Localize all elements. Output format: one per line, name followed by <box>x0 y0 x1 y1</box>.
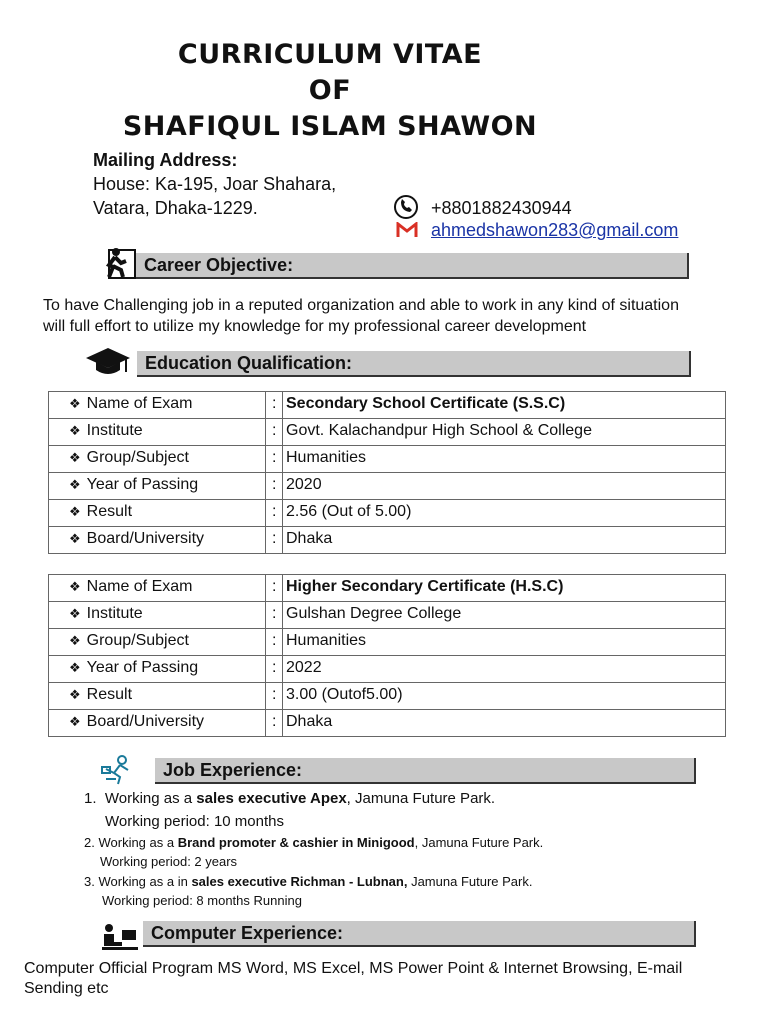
job-item-1 <box>84 788 495 832</box>
diamond-bullet-icon: ❖ <box>69 477 81 492</box>
job-number: 1. <box>84 790 97 807</box>
job-text: Working as a <box>104 790 197 807</box>
job-period: Working period: 10 months <box>105 813 284 830</box>
row-label: Group/Subject <box>86 449 189 466</box>
colon: : <box>266 500 283 527</box>
phone-icon <box>393 194 419 220</box>
colon: : <box>266 656 283 683</box>
row-value: 2.56 (Out of 5.00) <box>283 500 726 527</box>
graduation-cap-icon <box>84 346 132 378</box>
row-value: Humanities <box>283 629 726 656</box>
colon: : <box>266 602 283 629</box>
table-row <box>49 656 726 683</box>
row-value: Gulshan Degree College <box>283 602 726 629</box>
row-value: 3.00 (Outof5.00) <box>283 683 726 710</box>
table-row <box>49 575 726 602</box>
row-value: 2020 <box>283 473 726 500</box>
diamond-bullet-icon: ❖ <box>69 579 81 594</box>
colon: : <box>266 446 283 473</box>
table-row <box>49 419 726 446</box>
row-value: Govt. Kalachandpur High School & College <box>283 419 726 446</box>
education-heading: Education Qualification: <box>137 351 691 377</box>
table-row <box>49 683 726 710</box>
diamond-bullet-icon: ❖ <box>69 504 81 519</box>
row-value: Higher Secondary Certificate (H.S.C) <box>283 575 726 602</box>
colon: : <box>266 710 283 737</box>
row-label: Year of Passing <box>86 476 199 493</box>
table-row <box>49 500 726 527</box>
colon: : <box>266 419 283 446</box>
row-label: Board/University <box>86 530 205 547</box>
job-place: , Jamuna Future Park. <box>414 835 544 850</box>
diamond-bullet-icon: ❖ <box>69 660 81 675</box>
row-label: Group/Subject <box>86 632 189 649</box>
row-label: Year of Passing <box>86 659 199 676</box>
job-number: 3. <box>84 874 95 889</box>
diamond-bullet-icon: ❖ <box>69 396 81 411</box>
phone-number: +8801882430944 <box>431 198 572 218</box>
job-role: sales executive Richman - Lubnan, <box>191 874 408 889</box>
computer-experience-text <box>24 959 768 999</box>
table-row <box>49 446 726 473</box>
ssc-table <box>48 391 726 554</box>
job-place: Jamuna Future Park. <box>407 874 533 889</box>
job-item-2 <box>84 833 543 871</box>
job-number: 2. <box>84 835 95 850</box>
address-line-2: Vatara, Dhaka-1229. <box>93 198 258 218</box>
title-line-1: CURRICULUM VITAE <box>177 39 483 70</box>
runner-icon <box>101 246 137 280</box>
job-period: Working period: 8 months Running <box>102 893 302 908</box>
computer-line-2: Sending etc <box>24 980 109 997</box>
objective-line-2: will full effort to utilize my knowledge for my professional career development <box>43 318 587 335</box>
table-row <box>49 473 726 500</box>
row-label: Board/University <box>86 713 205 730</box>
computer-experience-heading: Computer Experience: <box>143 921 696 947</box>
hsc-table <box>48 574 726 737</box>
table-row <box>49 527 726 554</box>
job-item-3 <box>84 872 532 910</box>
diamond-bullet-icon: ❖ <box>69 606 81 621</box>
mailing-address <box>93 148 336 220</box>
row-label: Name of Exam <box>86 578 193 595</box>
colon: : <box>266 392 283 419</box>
diamond-bullet-icon: ❖ <box>69 687 81 702</box>
table-row <box>49 629 726 656</box>
table-row <box>49 392 726 419</box>
colon: : <box>266 683 283 710</box>
job-place: , Jamuna Future Park. <box>346 790 496 807</box>
diamond-bullet-icon: ❖ <box>69 714 81 729</box>
table-row <box>49 710 726 737</box>
row-label: Institute <box>86 422 143 439</box>
address-line-1: House: Ka-195, Joar Shahara, <box>93 174 337 194</box>
colon: : <box>266 473 283 500</box>
row-value: Dhaka <box>283 527 726 554</box>
job-period: Working period: 2 years <box>100 854 238 869</box>
computer-user-icon <box>100 922 140 952</box>
diamond-bullet-icon: ❖ <box>69 633 81 648</box>
row-value: Dhaka <box>283 710 726 737</box>
worker-icon <box>100 755 136 785</box>
row-label: Result <box>86 503 133 520</box>
table-row <box>49 602 726 629</box>
row-label: Name of Exam <box>86 395 193 412</box>
job-role: Brand promoter & cashier in Minigood <box>177 835 415 850</box>
job-text: Working as a in <box>98 874 192 889</box>
objective-line-1: To have Challenging job in a reputed organization and able to work in any kind of situation <box>43 297 679 314</box>
job-text: Working as a <box>98 835 178 850</box>
career-objective-heading: Career Objective: <box>136 253 689 279</box>
row-label: Result <box>86 686 133 703</box>
career-objective-text <box>43 295 768 337</box>
job-experience-heading: Job Experience: <box>155 758 696 784</box>
diamond-bullet-icon: ❖ <box>69 531 81 546</box>
email-address[interactable] <box>431 219 678 241</box>
email-link[interactable]: ahmedshawon283@gmail.com <box>431 220 679 240</box>
gmail-icon <box>396 222 418 238</box>
diamond-bullet-icon: ❖ <box>69 423 81 438</box>
address-label: Mailing Address: <box>93 150 238 170</box>
row-value: Secondary School Certificate (S.S.C) <box>283 392 726 419</box>
job-role: sales executive Apex <box>196 790 347 807</box>
title-line-2: OF <box>308 75 352 106</box>
row-value: 2022 <box>283 656 726 683</box>
computer-line-1: Computer Official Program MS Word, MS Excel, MS Power Point & Internet Browsing, E-mail <box>24 960 683 977</box>
colon: : <box>266 629 283 656</box>
title-line-3: SHAFIQUL ISLAM SHAWON <box>122 111 538 142</box>
row-label: Institute <box>86 605 143 622</box>
colon: : <box>266 575 283 602</box>
colon: : <box>266 527 283 554</box>
row-value: Humanities <box>283 446 726 473</box>
diamond-bullet-icon: ❖ <box>69 450 81 465</box>
